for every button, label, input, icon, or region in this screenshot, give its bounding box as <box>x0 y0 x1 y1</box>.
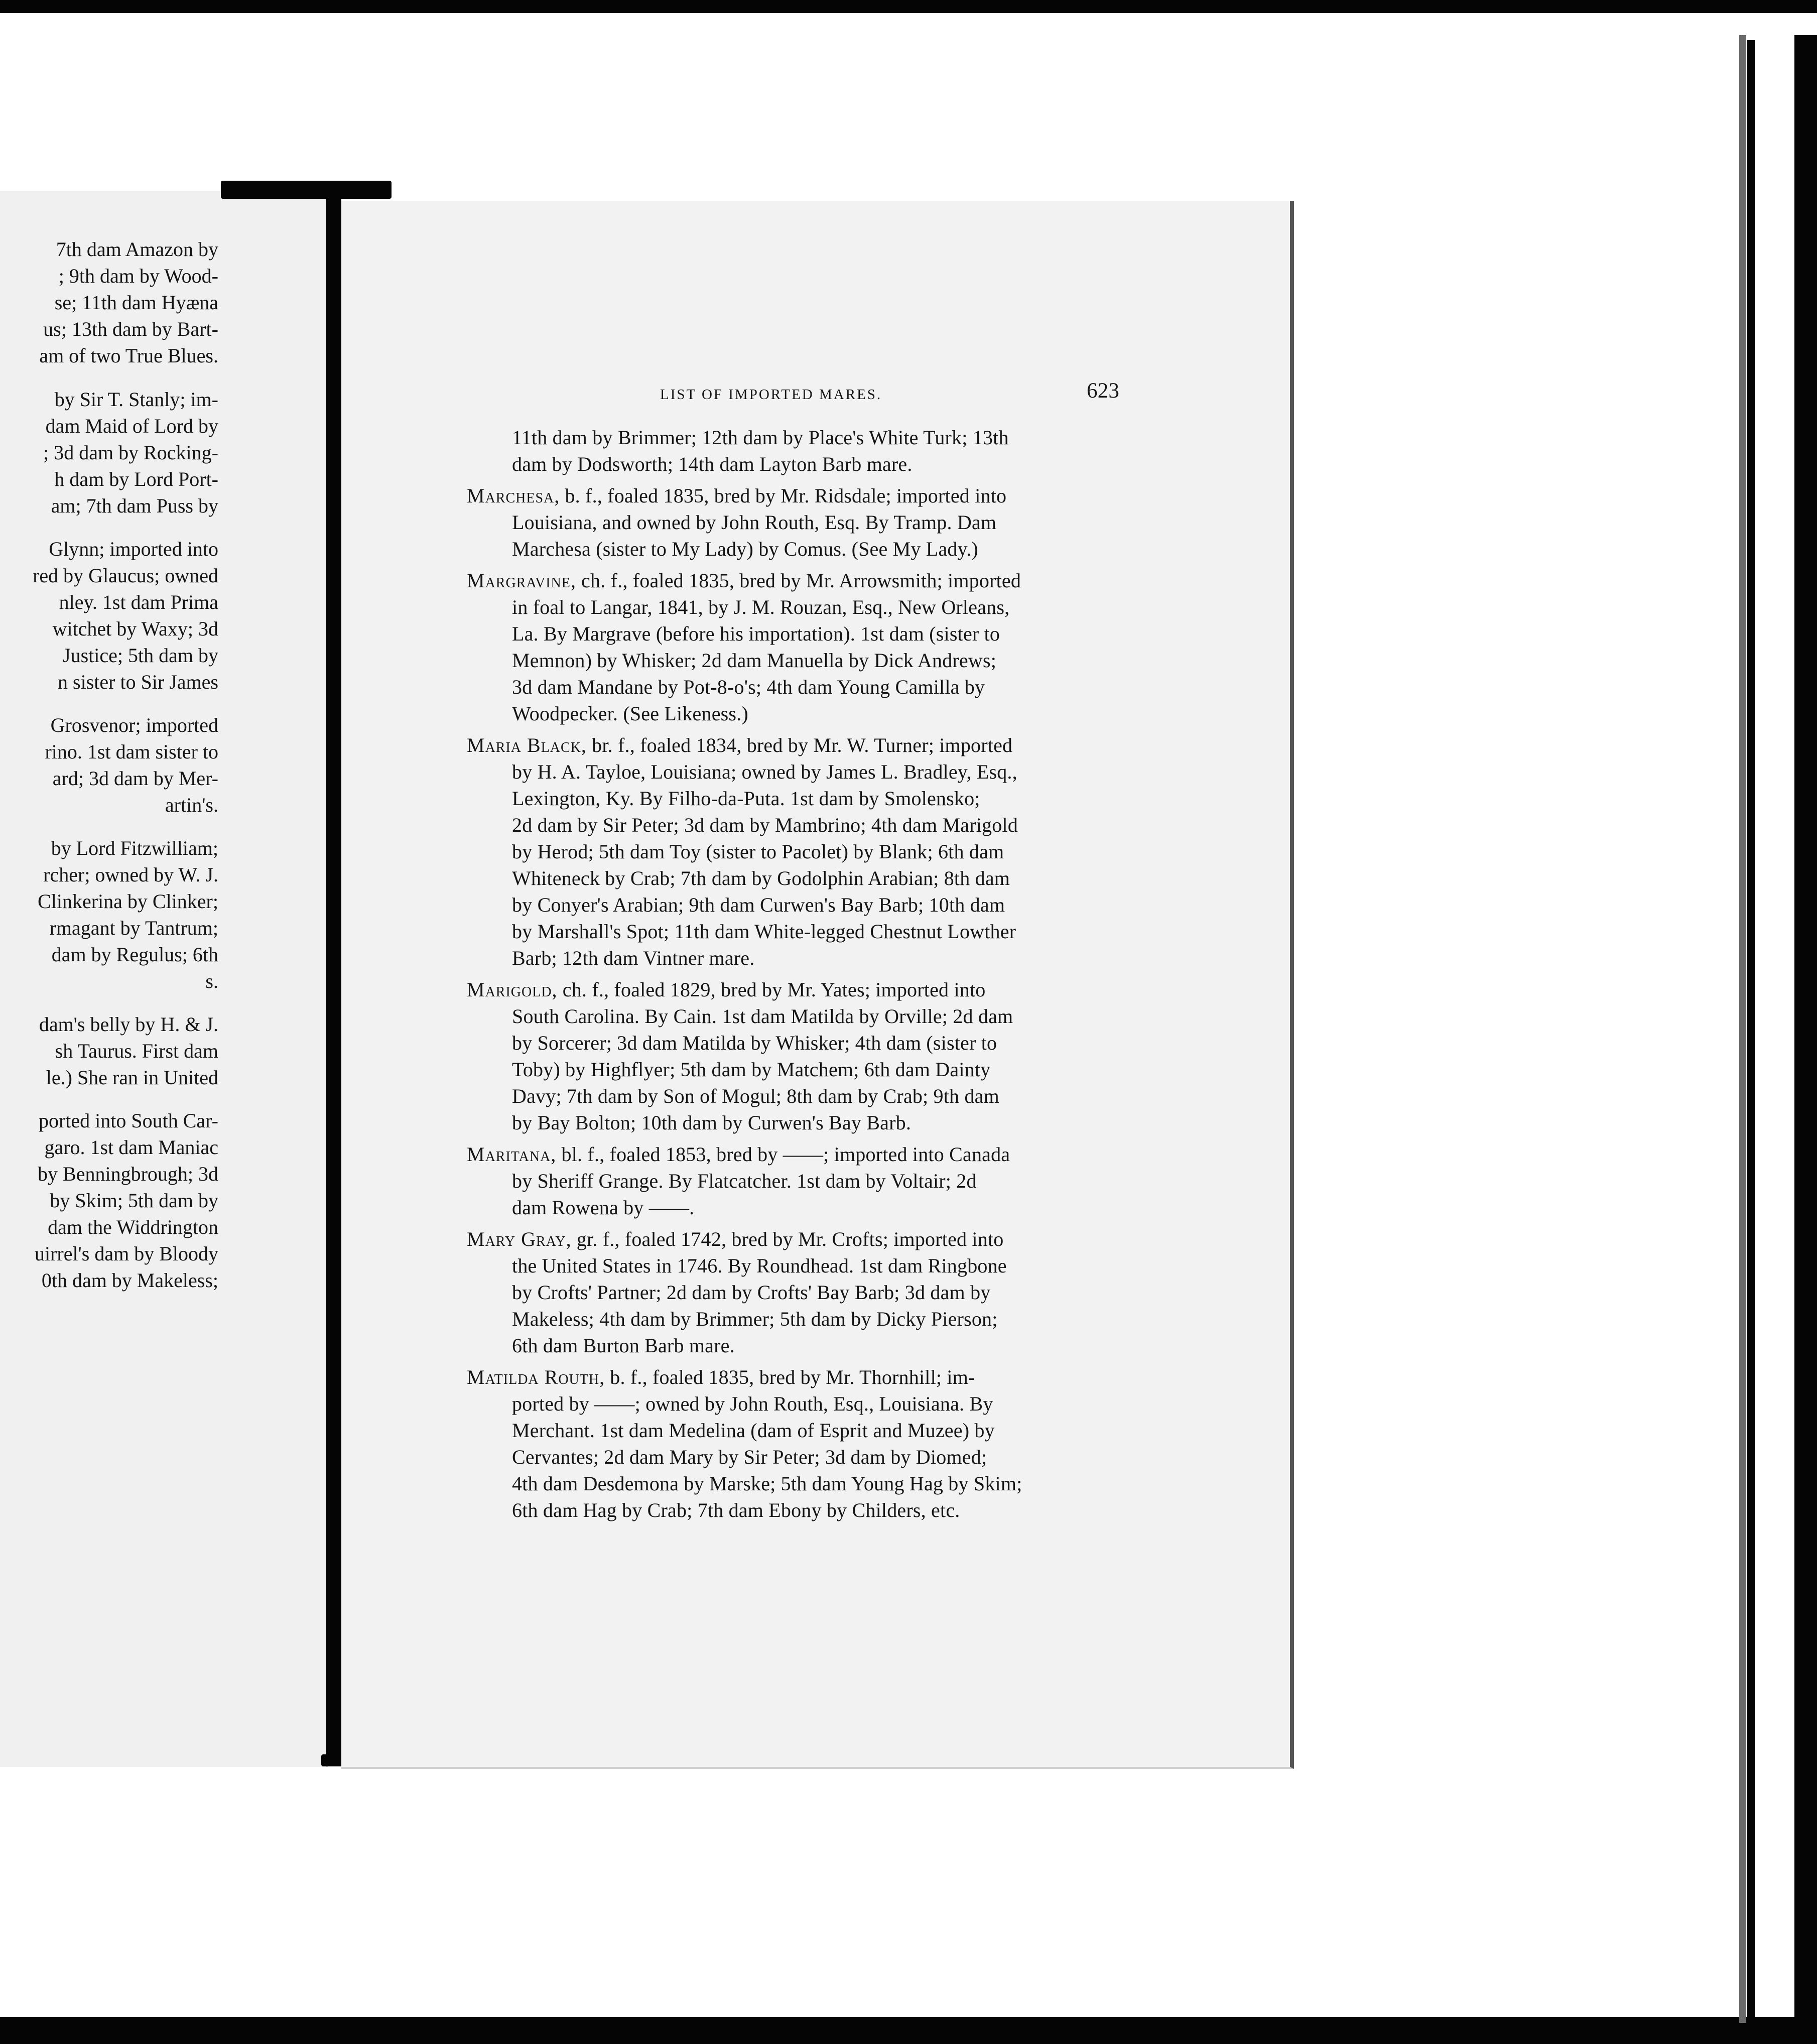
entry-description: b. f., foaled 1835, bred by Mr. Ridsdale; imported into <box>560 484 1007 507</box>
entry-line: by Sorcerer; 3d dam Matilda by Whisker; 4th dam (sister to <box>512 1032 997 1054</box>
entry-line: Lexington, Ky. By Filho-da-Puta. 1st dam by Smolensko; <box>512 787 980 810</box>
entry-line: dam Rowena by ——. <box>512 1196 695 1219</box>
left-fragment-line: dam Maid of Lord by <box>45 415 218 437</box>
entry-line: by Crofts' Partner; 2d dam by Crofts' Bay Barb; 3d dam by <box>512 1281 991 1304</box>
entry-line: in foal to Langar, 1841, by J. M. Rouzan, Esq., New Orleans, <box>512 596 1010 618</box>
left-fragment-line: garo. 1st dam Maniac <box>44 1136 218 1159</box>
entry-line: Barb; 12th dam Vintner mare. <box>512 947 755 969</box>
entry-line: Toby) by Highflyer; 5th dam by Matchem; 6th dam Dainty <box>512 1058 991 1081</box>
left-fragment-line: dam the Widdrington <box>48 1216 218 1238</box>
left-fragment-line: s. <box>205 970 218 992</box>
frame-top <box>0 0 1817 13</box>
left-fragment-line: sh Taurus. First dam <box>55 1040 218 1062</box>
left-fragment-line: dam's belly by H. & J. <box>39 1013 218 1036</box>
entry-line: Davy; 7th dam by Son of Mogul; 8th dam by Crab; 9th dam <box>512 1085 999 1107</box>
entry-description: b. f., foaled 1835, bred by Mr. Thornhill; im- <box>605 1366 975 1388</box>
entry-name: Mary Gray, <box>467 1228 572 1250</box>
left-fragment-line: Clinkerina by Clinker; <box>38 890 218 913</box>
entry-line: 3d dam Mandane by Pot-8-o's; 4th dam Young Camilla by <box>512 676 985 698</box>
binding-top-bar <box>221 181 392 199</box>
left-fragment-line: rino. 1st dam sister to <box>45 740 218 763</box>
entry-first-line <box>467 732 1012 758</box>
left-fragment-line: se; 11th dam Hyæna <box>54 291 218 314</box>
entry-name: Margravine, <box>467 569 576 592</box>
entry-first-line <box>467 567 1021 594</box>
left-fragment-line: Justice; 5th dam by <box>63 644 218 667</box>
left-fragment-line: ; 9th dam by Wood- <box>58 265 218 287</box>
left-fragment-line: am of two True Blues. <box>39 344 218 367</box>
right-page <box>341 201 1294 1769</box>
entry-line: Louisiana, and owned by John Routh, Esq. By Tramp. Dam <box>512 511 997 534</box>
entry-first-line <box>467 1226 1003 1252</box>
entry-line: Cervantes; 2d dam Mary by Sir Peter; 3d dam by Diomed; <box>512 1446 987 1468</box>
entry-line: by Herod; 5th dam Toy (sister to Pacolet) by Blank; 6th dam <box>512 840 1004 863</box>
entry-description: ch. f., foaled 1829, bred by Mr. Yates; imported into <box>557 978 986 1001</box>
left-page <box>0 191 328 1767</box>
left-fragment-line: artin's. <box>165 794 218 816</box>
entry-description: br. f., foaled 1834, bred by Mr. W. Turner; imported <box>586 734 1013 756</box>
left-fragment-line: 0th dam by Makeless; <box>41 1269 218 1292</box>
entry-line: Makeless; 4th dam by Brimmer; 5th dam by Dicky Pierson; <box>512 1308 998 1330</box>
entry-line: the United States in 1746. By Roundhead. 1st dam Ringbone <box>512 1254 1007 1277</box>
entry-line: by Conyer's Arabian; 9th dam Curwen's Bay Barb; 10th dam <box>512 893 1005 916</box>
entry-description: ch. f., foaled 1835, bred by Mr. Arrowsmith; imported <box>576 569 1021 592</box>
entry-line: 2d dam by Sir Peter; 3d dam by Mambrino; 4th dam Marigold <box>512 814 1018 836</box>
left-fragment-line: le.) She ran in United <box>46 1066 218 1089</box>
left-fragment-line: 7th dam Amazon by <box>56 238 218 261</box>
continuation-line: dam by Dodsworth; 14th dam Layton Barb mare. <box>512 453 913 475</box>
left-fragment-line: ard; 3d dam by Mer- <box>52 767 218 790</box>
entry-line: ported by ——; owned by John Routh, Esq., Louisiana. By <box>512 1392 993 1415</box>
entry-line: Merchant. 1st dam Medelina (dam of Esprit and Muzee) by <box>512 1419 995 1442</box>
left-fragment-line: rcher; owned by W. J. <box>43 863 218 886</box>
entry-name: Matilda Routh, <box>467 1366 605 1388</box>
frame-shadow-right <box>1739 35 1746 2023</box>
entry-line: Whiteneck by Crab; 7th dam by Godolphin Arabian; 8th dam <box>512 867 1010 889</box>
entry-line: by Marshall's Spot; 11th dam White-legged Chestnut Lowther <box>512 920 1016 943</box>
left-fragment-line: by Sir T. Stanly; im- <box>54 388 218 411</box>
entry-line: by Sheriff Grange. By Flatcatcher. 1st dam by Voltair; 2d <box>512 1170 977 1192</box>
left-fragment-line: by Skim; 5th dam by <box>50 1189 218 1212</box>
entry-description: bl. f., foaled 1853, bred by ——; imported into Canada <box>556 1143 1010 1166</box>
entry-name: Marchesa, <box>467 484 560 507</box>
entry-first-line <box>467 1364 975 1390</box>
entry-first-line <box>467 482 1006 509</box>
left-fragment-line: am; 7th dam Puss by <box>51 494 218 517</box>
entry-line: 6th dam Burton Barb mare. <box>512 1334 735 1357</box>
left-fragment-line: witchet by Waxy; 3d <box>52 617 218 640</box>
left-fragment-line: nley. 1st dam Prima <box>59 591 218 613</box>
entry-line: by H. A. Tayloe, Louisiana; owned by James L. Bradley, Esq., <box>512 760 1017 783</box>
entry-line: by Bay Bolton; 10th dam by Curwen's Bay Barb. <box>512 1111 912 1134</box>
running-title: LIST OF IMPORTED MARES. <box>660 387 882 403</box>
left-fragment-line: by Lord Fitzwilliam; <box>51 837 218 859</box>
left-fragment-line: h dam by Lord Port- <box>54 468 218 490</box>
entry-name: Maritana, <box>467 1143 557 1166</box>
left-fragment-line: us; 13th dam by Bart- <box>43 318 218 340</box>
entry-line: Marchesa (sister to My Lady) by Comus. (See My Lady.) <box>512 538 978 560</box>
left-fragment-line: rmagant by Tantrum; <box>49 917 218 939</box>
left-fragment-line: dam by Regulus; 6th <box>51 943 218 966</box>
left-fragment-line: Grosvenor; imported <box>50 714 218 736</box>
continuation-line: 11th dam by Brimmer; 12th dam by Place's White Turk; 13th <box>512 426 1009 449</box>
left-fragment-line: by Benningbrough; 3d <box>38 1163 218 1185</box>
left-fragment-line: uirrel's dam by Bloody <box>34 1242 218 1265</box>
left-fragment-line: ; 3d dam by Rocking- <box>43 441 218 464</box>
entry-name: Maria Black, <box>467 734 587 756</box>
page-number: 623 <box>1087 379 1120 403</box>
left-fragment-line: Glynn; imported into <box>49 538 218 560</box>
left-fragment-line: n sister to Sir James <box>58 671 218 693</box>
left-fragment-line: red by Glaucus; owned <box>33 564 218 587</box>
frame-right-outer <box>1794 35 1817 2023</box>
entry-first-line <box>467 976 985 1003</box>
entry-line: La. By Margrave (before his importation). 1st dam (sister to <box>512 622 1000 645</box>
binding-spine <box>326 196 341 1762</box>
frame-right-inner <box>1747 40 1755 2028</box>
left-fragment-line: ported into South Car- <box>38 1109 218 1132</box>
entry-line: 4th dam Desdemona by Marske; 5th dam Young Hag by Skim; <box>512 1472 1022 1495</box>
entry-line: Woodpecker. (See Likeness.) <box>512 702 748 725</box>
entry-name: Marigold, <box>467 978 558 1001</box>
entry-line: Memnon) by Whisker; 2d dam Manuella by Dick Andrews; <box>512 649 997 672</box>
entry-first-line <box>467 1141 1010 1168</box>
entry-line: 6th dam Hag by Crab; 7th dam Ebony by Childers, etc. <box>512 1499 960 1521</box>
entry-line: South Carolina. By Cain. 1st dam Matilda by Orville; 2d dam <box>512 1005 1013 1028</box>
entry-description: gr. f., foaled 1742, bred by Mr. Crofts; imported into <box>571 1228 1004 1250</box>
frame-bottom <box>0 2017 1817 2044</box>
